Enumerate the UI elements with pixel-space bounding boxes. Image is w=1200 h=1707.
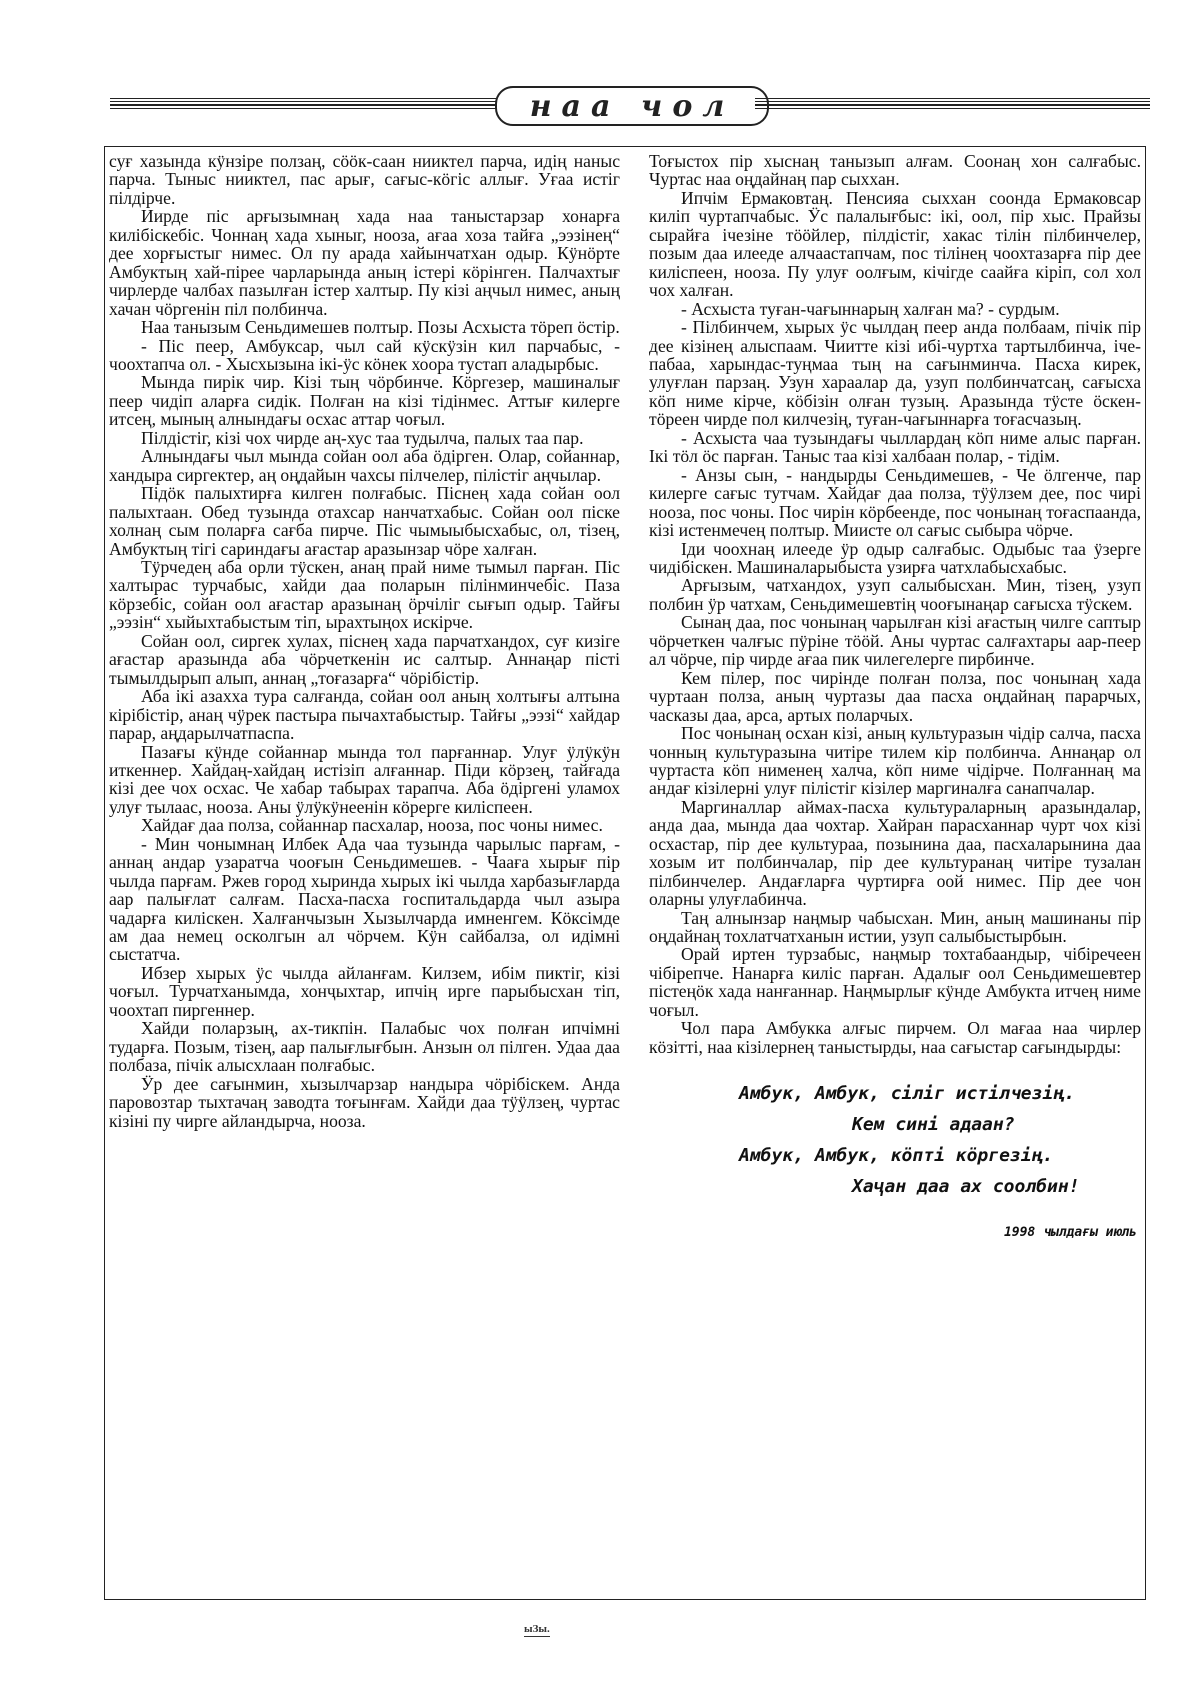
paragraph: Наа танызым Сеньдимешев полтыр. Позы Асхыста тӧреп ӧстір. xyxy=(141,317,620,338)
paragraph: Орай иртен турзабыс, наңмыр тохтабаандыр, чібіречеен чібірепче. Нанарға киліс парған. Адалығ оол Сеньдимешевтер пістеңӧк хада нанғаннар. Наңмырлығ кӱнде Амбукта итчең ниме чоғыл. xyxy=(649,944,1141,1020)
article-frame xyxy=(104,146,1146,1600)
right-column xyxy=(649,152,1141,1243)
paragraph: Чол пара Амбукка алғыс пирчем. Ол мағаа наа чирлер кӧзітті, наа кізілернең таныстырды, наа сағыстар сағындырды: xyxy=(649,1018,1141,1057)
paragraph: - Мин чонымнаң Илбек Ада чаа тузында чарылыс парғам, - аннаң андар узаратча чооғын Сеньдимешев. - Чааға хырығ пір чылда парғам. Ржев город хыринда хырых ікі чылда харбазығларда аар палығлат салғам. Пасха-пасха госпитальдарда чыл азыра чадарға киліскен. Халғанчызын Хызылчарда имненгем. Кӧксімде ам даа немец осколгын ал чӧрчем. Кӱн сайбалза, ол идімні сыстатча. xyxy=(109,833,620,965)
paragraph: суғ хазында кӱнзіре ползаң, сӧӧк-саан нииктел парча, идің наныс парча. Тыныс нииктел, пас арығ, сағыс-кӧгіс аллығ. Уғаа истіг пілдірче. xyxy=(109,151,620,208)
paragraph: Тоғыстох пір хыснаң танызып алғам. Соонаң хон салғабыс. Чуртас наа оңдайнаң пар сыххан. xyxy=(649,151,1141,190)
poem-line: Амбук, Амбук, кӧптi кӧргезiң. xyxy=(739,1145,1054,1167)
paragraph: Алнындағы чыл мында сойан оол аба ӧдірген. Олар, сойаннар, хандыра сиргектер, аң оңдайын чахсы пілчелер, пілістіг аңчылар. xyxy=(109,446,620,485)
poem-line: Хаҷан даа ах соолбин! xyxy=(852,1176,1080,1198)
paragraph: Хайди поларзың, ах-тикпін. Палабыс чох полған ипчімні тударға. Позым, тізең, аар палығлығбын. Анзын ол пілген. Удаа даа полбаза, пічік алысхлаан полғабыс. xyxy=(109,1018,620,1076)
paragraph: Таң алнынзар наңмыр чабысхан. Мин, аның машинаны пір оңдайнаң тохлатчатханын истии, узуп салыбыстырбын. xyxy=(649,907,1141,947)
paragraph: - Пілбинчем, хырых ӱс чылдаң пеер анда полбаам, пічік пір дее кізінең алыспаам. Чиитте кізі ибі-чуртха тартылбинча, іче-пабаа, харындас-туңмаа тың на сағынминча. Пасха кирек, улуғлан парзаң. Узун хараалар да, узуп полбинчатсаң, сағысха кӧп ниме кірче, кӧбізін олған тузың. Аразында тӱсте ӧскен-тӧреен чирде пол килчезің, туған-чағыннарға тоғасчазың. xyxy=(649,317,1141,430)
paragraph: Пілдістіг, кізі чох чирде аң-хус таа тудылча, палых таа пар. xyxy=(141,427,584,448)
page-header xyxy=(110,86,1150,126)
paragraph: Арғызым, чатхандох, узуп салыбысхан. Мин, тізең, узуп полбин ӱр чатхам, Сеньдимешевтің чооғынаңар сағысха тӱскем. xyxy=(649,575,1141,614)
paragraph: Ибзер хырых ӱс чылда айланғам. Килзем, ибім пиктіг, кізі чоғыл. Турчатханымда, хонҷыхтар, ипчің ирге парыбысхан тіп, чоохтап пиргеннер. xyxy=(109,962,620,1020)
paragraph: Іди чоохнаң илееде ӱр одыр салғабыс. Одыбыс таа ӱзерге чидібіскен. Машиналарыбыста узирға чатхлабысхабыс. xyxy=(649,538,1141,577)
paragraph: Мында пирік чир. Кізі тың чӧрбинче. Кӧргезер, машиналығ пеер чидіп аларға сидік. Полған на кізі тідінмес. Аттығ килерге итсең, мының алнындағы осхас аттар чоғыл. xyxy=(109,372,620,430)
page-footer: ыЗы. xyxy=(524,1623,550,1635)
section-title: наа чол xyxy=(495,86,769,126)
paragraph: Сынаң даа, пос чонынаң чарылған кізі ағастың чилге саптыр чӧрчеткен чалғыс пӱріне тӧӧй. Аны чуртас салғахтары аар-пеер ал чӧрче, пір чирде ағаа пик чилегелерге пирбинче. xyxy=(649,612,1141,670)
paragraph: - Асхыста чаа тузындағы чыллардаң кӧп ниме алыс парған. Ікі тӧл ӧс парған. Таныс таа кізі халбаан полар, - тідім. xyxy=(649,427,1141,467)
paragraph: - Піс пеер, Амбуксар, чыл сай кӱскӱзін кил парчабыс, - чоохтапча ол. - Хысхызына ікі-ӱс кӧнек хоора тустап аладырбыс. xyxy=(109,335,620,374)
paragraph: Тӱрчедең аба орли тӱскен, анаң прай ниме тымыл парған. Піс халтырас турчабыс, хайди даа поларын пілінминчебіс. Паза кӧрзебіс, сойан оол ағастар аразынаң ӧрчіліг сығып одыр. Тайғы „ээзін“ хыйыхтабыстым тіп, ырахтыңох искірче. xyxy=(109,556,620,633)
paragraph: Маргиналлар аймах-пасха культураларның аразындалар, анда даа, мында даа чохтар. Хайран парасханнар чурт чох кізі осхастар, пір дее культураа, позынина даа, пасхаларынина даа хозым ит полбинчалар, пір дее культуранаң читіре тузалан пілбинчелер. Андағларға чуртирға оой нимес. Пір дее чон оларны улуғлабинча. xyxy=(649,796,1141,910)
paragraph: Ӱр дее сағынмин, хызылчарзар нандыра чӧрібіскем. Анда паровозтар тыхтачаң заводта тоғынғам. Хайди даа тӱӱлзең, чуртас кізіні пу чирге айландырча, нооза. xyxy=(109,1073,620,1131)
header-rule-left xyxy=(110,98,505,110)
paragraph: - Асхыста туған-чағыннарың халған ма? - сурдым. xyxy=(681,298,1060,319)
poem-line: Кем синi адаан? xyxy=(852,1114,1015,1136)
paragraph: Пос чонынаң осхан кізі, аның культуразын чідір салча, пасха чонның культуразына читіре тилем кір полбинча. Аннаңар ол чуртаста кӧп нименең халча, кӧп ниме чідірче. Полғаннаң ма андағ кізілерні улуғ пілістіг кізілер маргиналға санапчалар. xyxy=(649,723,1141,799)
article-date: 1998 чылдағы июль xyxy=(1003,1225,1137,1241)
poem xyxy=(649,1078,1141,1202)
paragraph: Ипчім Ермаковтаң. Пенсияа сыххан соонда Ермаковсар киліп чуртапчабыс. Ӱс палалығбыс: ікі, оол, пір хыс. Прайзы сырайға ічезіне тӧӧйлер, пілдістіг, хакас тілін пілбинчелер, позым даа илееде алчаастапчам, пос тілінең чоохтазарға пір дее киліспеен, нооза. Пу улуғ оолғым, кічігде саайға кіріп, сол хол чох халған. xyxy=(649,187,1141,301)
paragraph: Иирде піс арғызымнаң хада наа таныстарзар хонарға килібіскебіс. Чоннаң хада хыныг, нооза, ағаа хоза тайға „ээзінең“ дее хорғыстыг нимес. Ол пу арада хайынчатхан одыр. Кӱнӧрте Амбуктың хай-пірее чарларында аның істері кӧрінген. Палчахтығ чирлерде чалбах пазылған істер халтыр. Пу кізі аңчыл нимес, аның хачан чӧргенін піл полбинча. xyxy=(109,206,620,319)
paragraph: Хайдағ даа полза, сойаннар пасхалар, нооза, пос чоны нимес. xyxy=(141,815,603,836)
paragraph: Кем пілер, пос чирінде полған полза, пос чонынаң хада чуртаан полза, аның чуртазы даа пасха оңдайнаң парарчых, часказы даа, арса, артых поларчых. xyxy=(649,667,1141,725)
paragraph: Аба ікі азахха тура салғанда, сойан оол аның холтығы алтына кірібістір, анаң чӱрек пастыра пычахтабыстыр. Тайғы „ээзі“ хайдар парар, аңдарылчатпаспа. xyxy=(109,686,620,744)
left-column xyxy=(109,152,620,1130)
poem-line: Амбук, Амбук, сілiг истiлчезiң. xyxy=(739,1083,1075,1105)
paragraph: Сойан оол, сиргек хулах, піснең хада парчатхандох, суғ кизіге ағастар аразында аба чӧрчеткенін ис салтыр. Аннаңар пісті тымылдырып алып, аннаң „тоғазарға“ чӧрібістір. xyxy=(109,630,620,688)
paragraph: - Анзы сын, - нандырды Сеньдимешев, - Че ӧлгенче, пар килерге сағыс тутчам. Хайдағ даа полза, тӱӱлзем дее, пос чирі нооза, пос чоны. Пос чирін кӧрбеенде, пос чонынаң тоғаспаанда, кізі истенмечең полтыр. Миисте ол сағыс сыбыра чӧрче. xyxy=(649,464,1141,541)
header-rule-right xyxy=(755,98,1150,110)
paragraph: Пазағы кӱнде сойаннар мында тол парғаннар. Улуғ ӱлӱкӱн иткеннер. Хайдаң-хайдаң истізіп алғаннар. Піди кӧрзең, тайғада кізі дее чох осхас. Че хабар табырах тарапча. Аба ӧдіргені уламох улуғ тылаас, нооза. Аны ӱлӱкӱнеенін кӧрерге киліспеен. xyxy=(109,741,620,817)
paragraph: Підӧк палыхтирға килген полғабыс. Піснең хада сойан оол палыхтаан. Обед тузында отахсар нанчатхабыс. Сойан оол піске холнаң сым поларға сағба пирче. Піс чымыыбысхабыс, ол, тізең, Амбуктың тігі сариндағы ағастар аразынзар чӧре халған. xyxy=(109,483,620,559)
